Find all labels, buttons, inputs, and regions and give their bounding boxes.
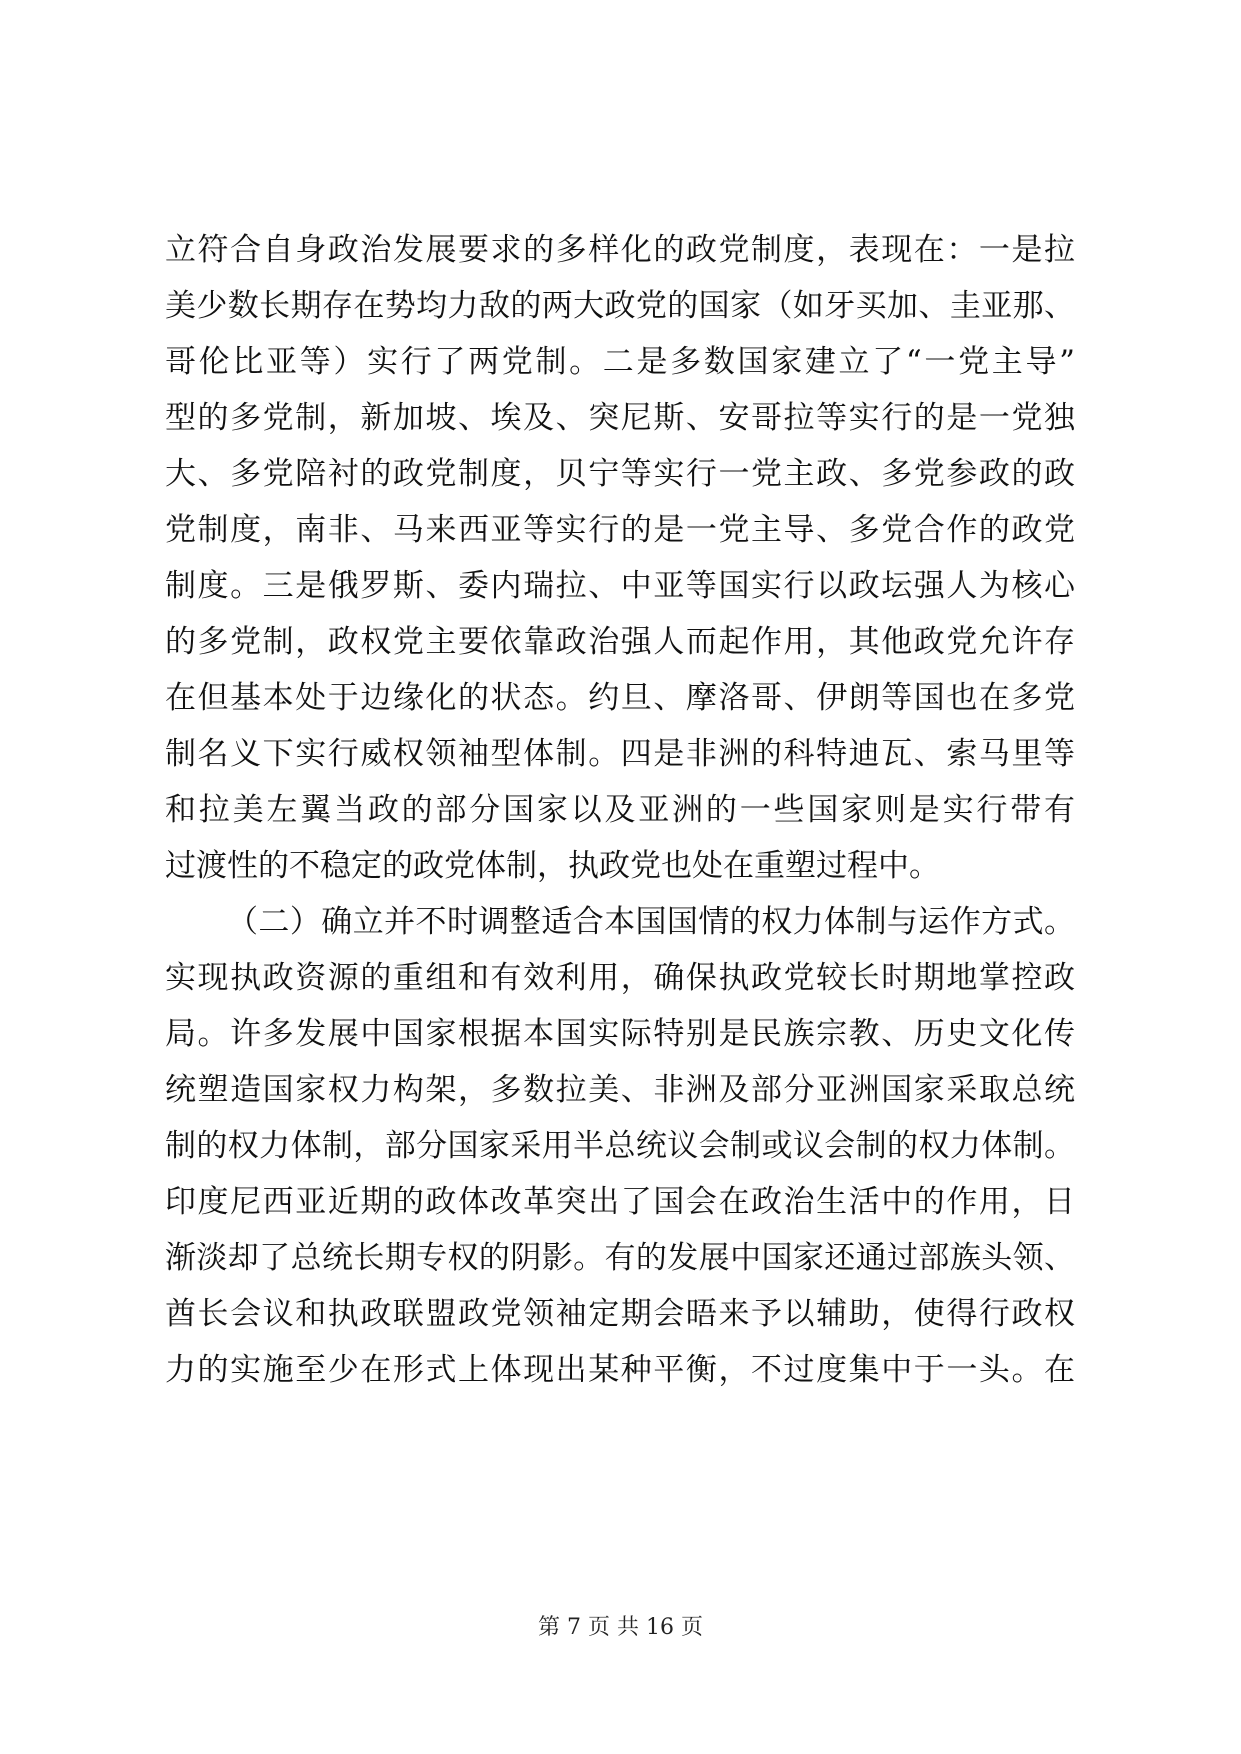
text-line: 大、多党陪衬的政党制度，贝宁等实行一党主政、多党参政的政 [165,456,1075,492]
text-line: 制度。三是俄罗斯、委内瑞拉、中亚等国实行以政坛强人为核心 [165,568,1075,604]
text-line: 酋长会议和执政联盟政党领袖定期会晤来予以辅助，使得行政权 [165,1296,1075,1332]
page-number-footer: 第 7 页 共 16 页 [538,1615,703,1640]
text-line: 实现执政资源的重组和有效利用，确保执政党较长时期地掌控政 [165,960,1075,996]
text-line: 和拉美左翼当政的部分国家以及亚洲的一些国家则是实行带有 [165,792,1075,828]
text-line: 党制度，南非、马来西亚等实行的是一党主导、多党合作的政党 [165,512,1075,548]
text-line: 过渡性的不稳定的政党体制，执政党也处在重塑过程中。 [165,848,940,884]
text-line: 美少数长期存在势均力敌的两大政党的国家（如牙买加、圭亚那、 [165,288,1075,324]
text-line: 渐淡却了总统长期专权的阴影。有的发展中国家还通过部族头领、 [165,1240,1075,1276]
text-line: 统塑造国家权力构架，多数拉美、非洲及部分亚洲国家采取总统 [165,1072,1075,1108]
text-line: 印度尼西亚近期的政体改革突出了国会在政治生活中的作用，日 [165,1184,1075,1220]
text-line: 的多党制，政权党主要依靠政治强人而起作用，其他政党允许存 [165,624,1075,660]
text-line: 在但基本处于边缘化的状态。约旦、摩洛哥、伊朗等国也在多党 [165,680,1075,716]
text-line: 制名义下实行威权领袖型体制。四是非洲的科特迪瓦、索马里等 [165,736,1075,772]
text-line: 力的实施至少在形式上体现出某种平衡，不过度集中于一头。在 [165,1352,1075,1388]
text-line: 制的权力体制，部分国家采用半总统议会制或议会制的权力体制。 [165,1128,1075,1164]
text-line: 型的多党制，新加坡、埃及、突尼斯、安哥拉等实行的是一党独 [165,400,1075,436]
text-line: 哥伦比亚等）实行了两党制。二是多数国家建立了“一党主导” [165,344,1075,380]
section-heading-line: （二）确立并不时调整适合本国国情的权力体制与运作方式。 [227,904,1075,940]
text-line: 局。许多发展中国家根据本国实际特别是民族宗教、历史文化传 [165,1016,1075,1052]
text-line: 立符合自身政治发展要求的多样化的政党制度，表现在：一是拉 [165,232,1075,268]
